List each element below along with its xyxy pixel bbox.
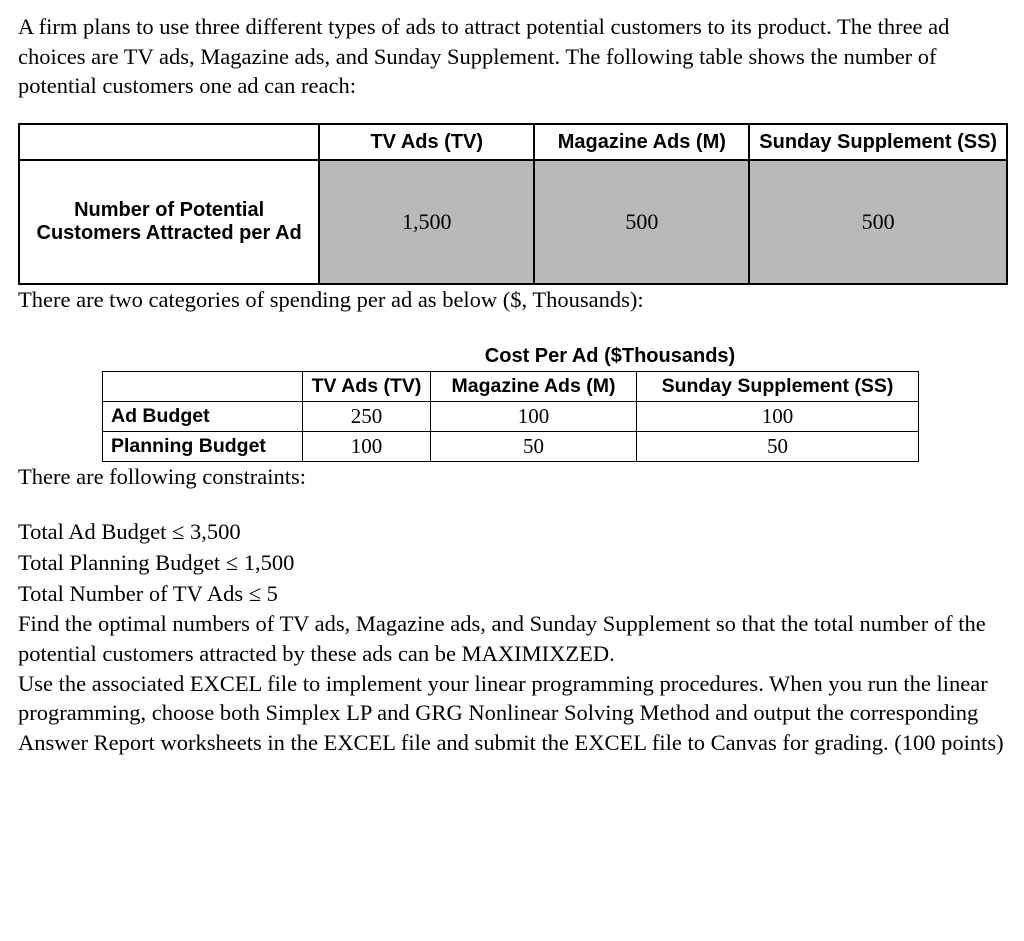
spending-intro-paragraph: There are two categories of spending per ad as below ($, Thousands): xyxy=(18,287,644,313)
row-label-ad-budget: Ad Budget xyxy=(103,401,303,431)
objective-paragraph: Find the optimal numbers of TV ads, Magazine ads, and Sunday Supplement so that the total number of the potential customers attracted by these ads can be MAXIMIXZED. xyxy=(18,611,986,666)
value-cell-magazine: 50 xyxy=(431,431,637,461)
value-cell-sunday: 500 xyxy=(749,160,1007,284)
cost-table-header-row xyxy=(103,371,919,401)
constraints-list xyxy=(18,517,1008,609)
corner-cell xyxy=(19,124,319,160)
cost-table-title: Cost Per Ad ($Thousands) xyxy=(484,344,736,367)
table-row-planning-budget xyxy=(103,431,919,461)
constraint-planning-budget: Total Planning Budget ≤ 1,500 xyxy=(18,550,295,576)
header-cell-magazine: Magazine Ads (M) xyxy=(534,124,749,160)
value-cell-magazine: 500 xyxy=(534,160,749,284)
cost-table-section xyxy=(102,345,918,462)
row-label-planning-budget: Planning Budget xyxy=(103,431,303,461)
value-cell-tv: 250 xyxy=(303,401,431,431)
header-cell-tv: TV Ads (TV) xyxy=(303,371,431,401)
row-label-customers: Number of Potential Customers Attracted per Ad xyxy=(19,160,319,284)
constraint-tv-ads: Total Number of TV Ads ≤ 5 xyxy=(18,580,278,606)
table-row-ad-budget xyxy=(103,401,919,431)
constraint-ad-budget: Total Ad Budget ≤ 3,500 xyxy=(18,519,241,545)
constraints-intro-paragraph: There are following constraints: xyxy=(18,463,307,489)
header-cell-sunday: Sunday Supplement (SS) xyxy=(749,124,1007,160)
cost-table xyxy=(102,371,919,462)
customers-table xyxy=(18,123,1008,285)
header-cell-tv: TV Ads (TV) xyxy=(319,124,534,160)
header-cell-sunday: Sunday Supplement (SS) xyxy=(637,371,919,401)
value-cell-sunday: 100 xyxy=(637,401,919,431)
corner-cell xyxy=(103,371,303,401)
value-cell-magazine: 100 xyxy=(431,401,637,431)
header-cell-magazine: Magazine Ads (M) xyxy=(431,371,637,401)
customers-table-header-row xyxy=(19,124,1007,160)
value-cell-tv: 1,500 xyxy=(319,160,534,284)
value-cell-tv: 100 xyxy=(303,431,431,461)
intro-paragraph: A firm plans to use three different types of ads to attract potential customers to its product. The three ad choices are TV ads, Magazine ads, and Sunday Supplement. The following table shows the number of potential customers one ad can reach: xyxy=(18,14,950,99)
customers-table-data-row xyxy=(19,160,1007,284)
value-cell-sunday: 50 xyxy=(637,431,919,461)
instructions-paragraph: Use the associated EXCEL file to implement your linear programming procedures. When you run the linear programming, choose both Simplex LP and GRG Nonlinear Solving Method and output the corresponding Answer Report worksheets in the EXCEL file and submit the EXCEL file to Canvas for grading. (100 points) xyxy=(18,670,1004,755)
